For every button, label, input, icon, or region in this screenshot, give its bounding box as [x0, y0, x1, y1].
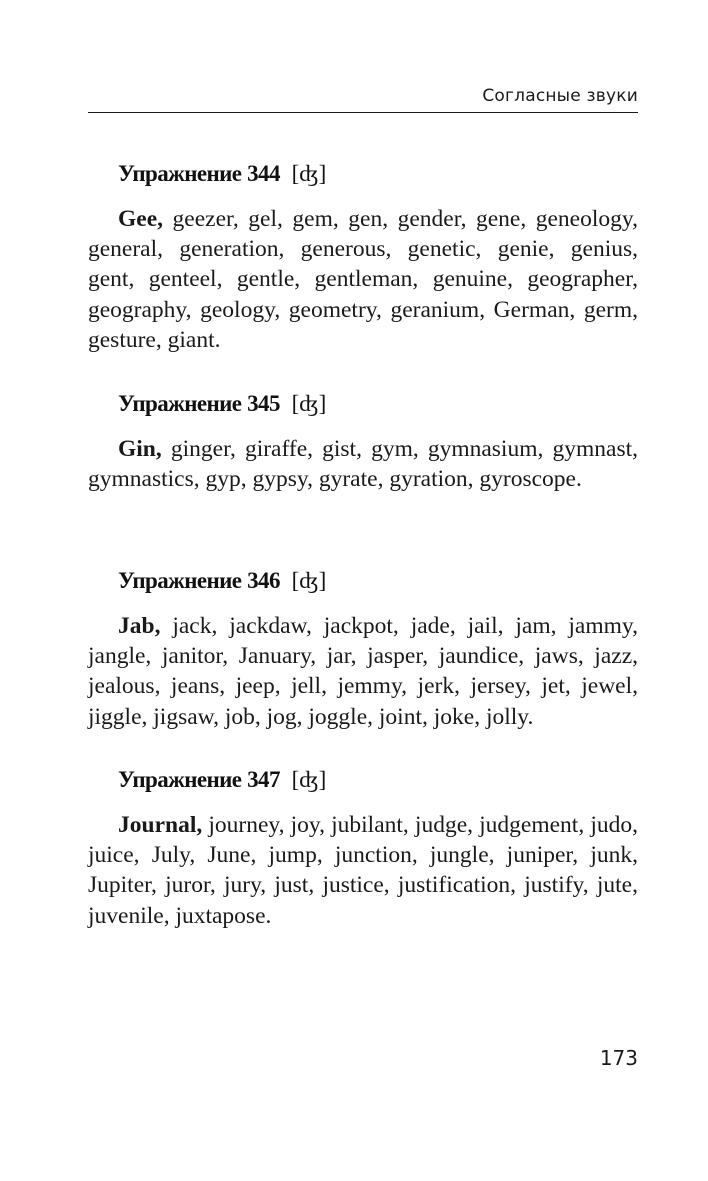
word-list-text: geezer, gel, gem, gen, gender, gene, geneology, general, generation, generous, genetic, genie, genius, gent, genteel, gentle, gentleman, genuine, geographer, geography, geology, geometry, geranium, German, germ, gesture, giant.	[88, 206, 638, 353]
lead-word: Gin,	[118, 436, 162, 462]
exercise-number: 345	[247, 391, 280, 416]
exercise-label: Упражнение	[118, 568, 242, 593]
exercise-number: 346	[247, 568, 280, 593]
phonetic-symbol: [ʤ]	[291, 767, 327, 792]
phonetic-symbol: [ʤ]	[291, 391, 327, 416]
exercise-label: Упражнение	[118, 767, 242, 792]
exercise-word-list	[88, 204, 638, 355]
lead-word: Journal,	[118, 812, 203, 838]
exercise-number: 347	[247, 767, 280, 792]
exercise-number: 344	[247, 161, 280, 186]
exercise-345	[88, 390, 638, 494]
word-list-text: ginger, giraffe, gist, gym, gymnasium, gymnast, gymnastics, gyp, gypsy, gyrate, gyration, gyroscope.	[88, 436, 638, 493]
exercise-heading	[118, 390, 638, 418]
word-list-text: jack, jackdaw, jackpot, jade, jail, jam, jammy, jangle, janitor, January, jar, jasper, jaundice, jaws, jazz, jealous, jeans, jeep, jell, jemmy, jerk, jersey, jet, jewel, jiggle, jigsaw, job, jog, joggle, joint, joke, jolly.	[88, 613, 638, 730]
phonetic-symbol: [ʤ]	[291, 568, 327, 593]
lead-word: Gee,	[118, 206, 164, 232]
exercise-heading	[118, 567, 638, 595]
exercise-word-list	[88, 434, 638, 494]
phonetic-symbol: [ʤ]	[291, 161, 327, 186]
exercise-heading	[118, 766, 638, 794]
exercise-label: Упражнение	[118, 391, 242, 416]
exercise-347	[88, 766, 638, 931]
exercise-word-list	[88, 611, 638, 732]
word-list-text: journey, joy, jubilant, judge, judgement, judo, juice, July, June, jump, junction, jungle, juniper, junk, Jupiter, juror, jury, just, justice, justification, justify, jute, juvenile, juxtapose.	[88, 812, 638, 929]
exercise-344	[88, 160, 638, 355]
exercise-346	[88, 567, 638, 732]
exercise-heading	[118, 160, 638, 188]
exercise-word-list	[88, 810, 638, 931]
running-head: Согласные звуки	[482, 86, 638, 106]
page-number: 173	[599, 1046, 638, 1070]
exercise-label: Упражнение	[118, 161, 242, 186]
header-rule	[88, 112, 638, 113]
lead-word: Jab,	[118, 613, 161, 639]
